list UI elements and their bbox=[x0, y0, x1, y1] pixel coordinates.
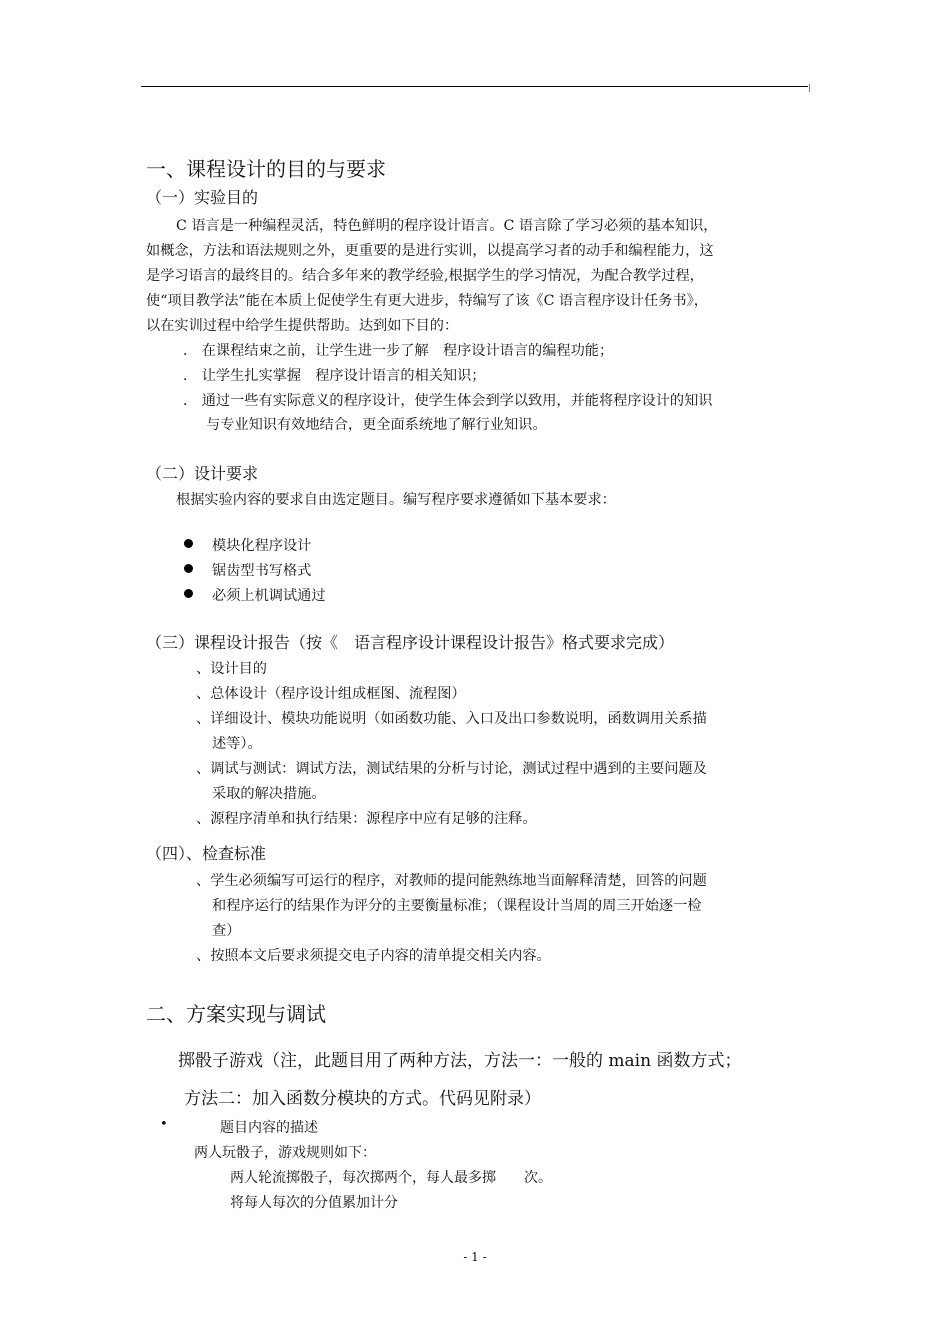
sub4-line: 、按照本文后要求须提交电子内容的清单提交相关内容。 bbox=[196, 948, 551, 964]
sub3-line: 、设计目的 bbox=[196, 661, 267, 677]
sub3-line: 、源程序清单和执行结果：源程序中应有足够的注释。 bbox=[196, 811, 537, 827]
sub3-line: 述等）。 bbox=[212, 736, 262, 752]
page-number: - 1 - bbox=[463, 1250, 487, 1264]
bullet-dot-icon bbox=[184, 589, 193, 598]
sub2-bullet: 必须上机调试通过 bbox=[212, 588, 326, 604]
sub1-item: ． 让学生扎实掌握 程序设计语言的相关知识； bbox=[183, 368, 486, 384]
section2-rule: 两人轮流掷骰子，每次掷两个，每人最多掷 次。 bbox=[230, 1170, 552, 1186]
sub2-intro: 根据实验内容的要求自由选定题目。编写程序要求遵循如下基本要求： bbox=[176, 492, 616, 508]
section2-bullet-text: 题目内容的描述 bbox=[220, 1120, 318, 1136]
bullet-icon: • bbox=[160, 1117, 168, 1132]
section1-title: 一、课程设计的目的与要求 bbox=[146, 157, 386, 181]
sub1-paragraph-line: 使“项目教学法”能在本质上促使学生有更大进步，特编写了该《C 语言程序设计任务书》， bbox=[146, 293, 708, 309]
sub4-line: 查） bbox=[212, 923, 241, 939]
sub1-paragraph-line: C 语言是一种编程灵活，特色鲜明的程序设计语言。C 语言除了学习必须的基本知识， bbox=[176, 218, 718, 234]
section2-intro-line: 掷骰子游戏（注，此题目用了两种方法，方法一：一般的 main 函数方式； bbox=[178, 1051, 742, 1071]
sub1-heading: （一）实验目的 bbox=[146, 188, 259, 207]
sub3-line: 采取的解决措施。 bbox=[212, 786, 326, 802]
bullet-dot-icon bbox=[184, 539, 193, 548]
sub3-line: 、总体设计（程序设计组成框图、流程图） bbox=[196, 686, 466, 702]
sub2-heading: （二）设计要求 bbox=[146, 464, 259, 483]
sub1-item: ． 在课程结束之前，让学生进一步了解 程序设计语言的编程功能； bbox=[183, 343, 614, 359]
sub2-bullet: 锯齿型书写格式 bbox=[212, 563, 312, 579]
sub2-bullet: 模块化程序设计 bbox=[212, 538, 312, 554]
sub1-paragraph-line: 以在实训过程中给学生提供帮助。达到如下目的： bbox=[146, 318, 459, 334]
sub4-line: 和程序运行的结果作为评分的主要衡量标准；（课程设计当周的周三开始逐一检 bbox=[212, 898, 702, 914]
header-tick bbox=[809, 84, 810, 92]
sub4-line: 、学生必须编写可运行的程序，对教师的提问能熟练地当面解释清楚，回答的问题 bbox=[196, 873, 707, 889]
sub1-paragraph-line: 如概念，方法和语法规则之外，更重要的是进行实训，以提高学习者的动手和编程能力，这 bbox=[146, 243, 714, 259]
section2-intro-line: 方法二：加入函数分模块的方式。代码见附录） bbox=[184, 1089, 541, 1109]
sub3-line: 、调试与测试：调试方法，测试结果的分析与讨论，测试过程中遇到的主要问题及 bbox=[196, 761, 707, 777]
sub3-line: 、详细设计、模块功能说明（如函数功能、入口及出口参数说明，函数调用关系描 bbox=[196, 711, 707, 727]
section2-rule: 将每人每次的分值累加计分 bbox=[230, 1195, 398, 1211]
sub1-item-continuation: 与专业知识有效地结合，更全面系统地了解行业知识。 bbox=[206, 417, 547, 433]
section2-desc: 两人玩骰子，游戏规则如下： bbox=[194, 1145, 376, 1161]
sub3-heading: （三）课程设计报告（按《 语言程序设计课程设计报告》格式要求完成） bbox=[146, 633, 675, 652]
header-rule bbox=[141, 86, 808, 87]
sub1-item: ． 通过一些有实际意义的程序设计，使学生体会到学以致用，并能将程序设计的知识 bbox=[183, 393, 713, 409]
sub4-heading: （四）、检查标准 bbox=[146, 844, 267, 863]
sub1-paragraph-line: 是学习语言的最终目的。结合多年来的教学经验,根据学生的学习情况，为配合教学过程， bbox=[146, 268, 704, 284]
bullet-dot-icon bbox=[184, 564, 193, 573]
section2-title: 二、方案实现与调试 bbox=[146, 1002, 326, 1026]
